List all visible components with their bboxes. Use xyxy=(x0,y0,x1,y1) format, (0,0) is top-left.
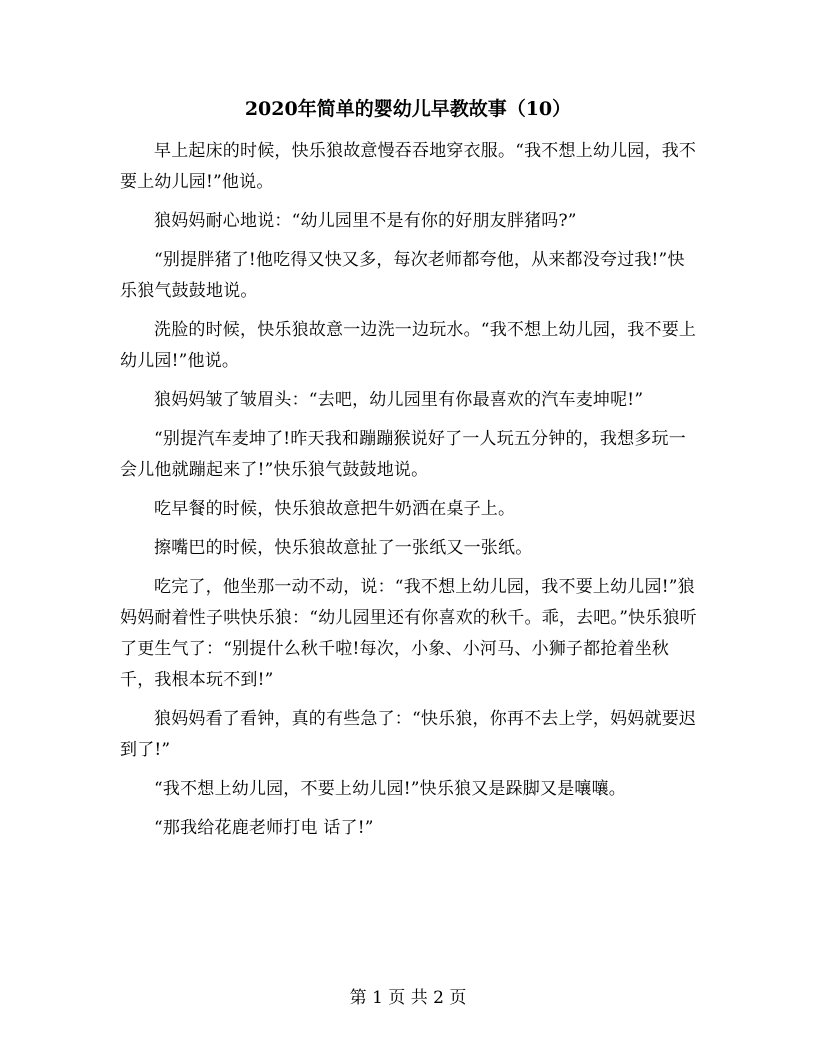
paragraph: “别提汽车麦坤了!昨天我和蹦蹦猴说好了一人玩五分钟的，我想多玩一会儿他就蹦起来了!”快乐狼气鼓鼓地说。 xyxy=(120,429,686,480)
paragraph: 狼妈妈皱了皱眉头：“去吧，幼儿园里有你最喜欢的汽车麦坤呢!” xyxy=(154,390,644,410)
paragraph: “别提胖猪了!他吃得又快又多，每次老师都夸他，从来都没夸过我!”快乐狼气鼓鼓地说。 xyxy=(120,250,685,301)
paragraph: 吃早餐的时候，快乐狼故意把牛奶洒在桌子上。 xyxy=(154,499,516,519)
paragraph: “我不想上幼儿园，不要上幼儿园!”快乐狼又是跺脚又是嚷嚷。 xyxy=(154,779,627,799)
paragraph: 擦嘴巴的时候，快乐狼故意扯了一张纸又一张纸。 xyxy=(154,538,533,558)
paragraph: 狼妈妈看了看钟，真的有些急了：“快乐狼，你再不去上学，妈妈就要迟到了!” xyxy=(120,709,697,760)
paragraph: “那我给花鹿老师打电 话了!” xyxy=(154,818,374,838)
page-footer: 第 1 页 共 2 页 xyxy=(349,988,467,1008)
paragraph: 洗脸的时候，快乐狼故意一边洗一边玩水。“我不想上幼儿园，我不要上幼儿园!”他说。 xyxy=(120,320,697,371)
paragraph: 狼妈妈耐心地说：“幼儿园里不是有你的好朋友胖猪吗?” xyxy=(154,211,577,231)
document-title: 2020年简单的婴幼儿早教故事（10） xyxy=(244,98,572,120)
document-body xyxy=(120,136,698,852)
paragraph: 早上起床的时候，快乐狼故意慢吞吞地穿衣服。“我不想上幼儿园，我不要上幼儿园!”他说。 xyxy=(120,141,697,192)
paragraph: 吃完了，他坐那一动不动，说：“我不想上幼儿园，我不要上幼儿园!”狼妈妈耐着性子哄快乐狼：“幼儿园里还有你喜欢的秋千。乖，去吧。”快乐狼听了更生气了：“别提什么秋千啦!每次，小象、小河马、小狮子都抢着坐秋千，我根本玩不到!” xyxy=(120,577,697,690)
